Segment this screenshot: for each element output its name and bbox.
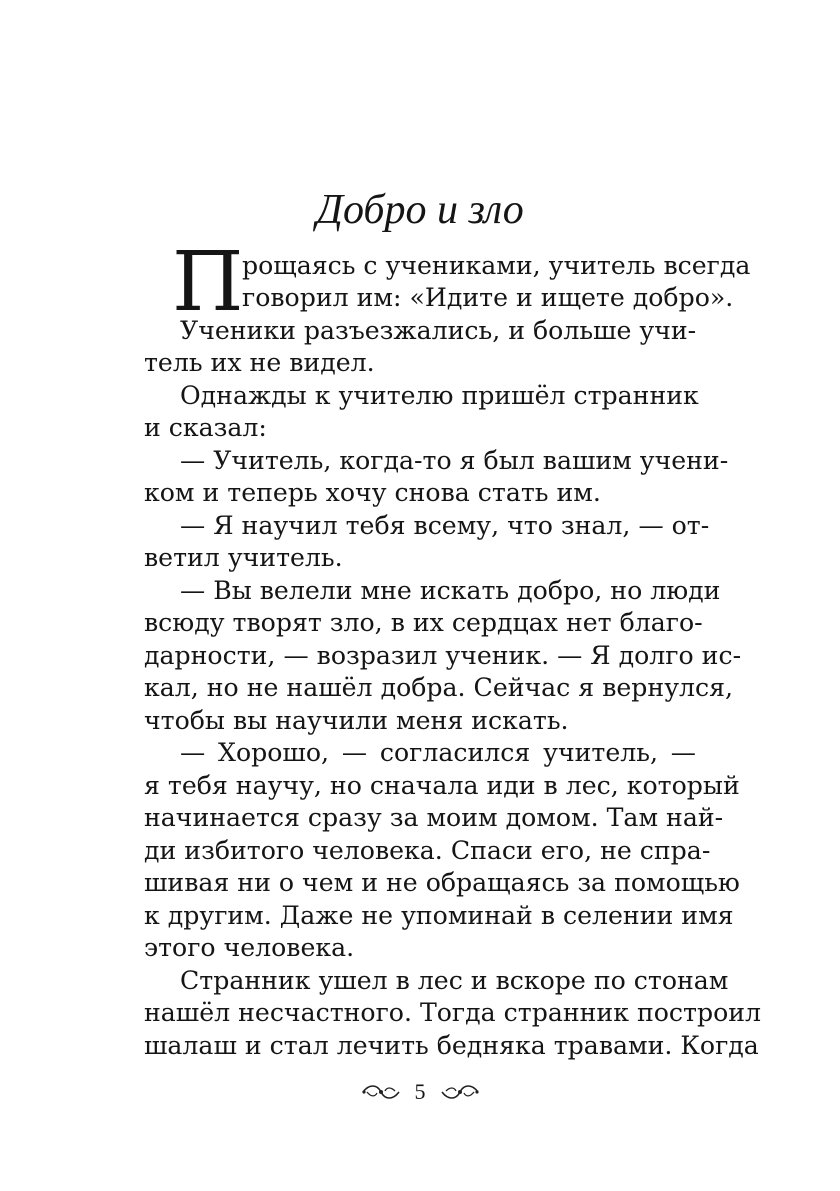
- text-line: я тебя научу, но сначала иди в лес, который: [144, 771, 740, 800]
- text-line: говорил им: «Идите и ищете добро».: [242, 283, 734, 312]
- page-number: 5: [414, 1079, 426, 1104]
- text-line: всюду творят зло, в их сердцах нет благо-: [144, 608, 703, 637]
- text-line: — Хорошо, — согласился учитель, —: [180, 738, 696, 767]
- page-title: Добро и зло: [316, 187, 524, 233]
- text-line: к другим. Даже не упоминай в селении имя: [144, 901, 734, 930]
- text-line: шивая ни о чем и не обращаясь за помощью: [144, 868, 740, 897]
- text-line: чтобы вы научили меня искать.: [144, 706, 569, 735]
- text-line: и сказал:: [144, 413, 267, 442]
- text-line: этого человека.: [144, 933, 355, 962]
- text-line: дарности, — возразил ученик. — Я долго ис-: [144, 641, 742, 670]
- text-line: Однажды к учителю пришёл странник: [180, 381, 699, 410]
- text-line: — Я научил тебя всему, что знал, — от-: [180, 511, 710, 540]
- text-line: ком и теперь хочу снова стать им.: [144, 478, 601, 507]
- text-line: начинается сразу за моим домом. Там най-: [144, 803, 724, 832]
- text-line: — Вы велели мне искать добро, но люди: [180, 576, 721, 605]
- text-line: шалаш и стал лечить бедняка травами. Когда: [144, 1031, 759, 1060]
- text-line: нашёл несчастного. Тогда странник построил: [144, 998, 762, 1027]
- text-line: Странник ушел в лес и вскоре по стонам: [180, 966, 729, 995]
- flourish-left-icon: [361, 1081, 401, 1103]
- text-line: ветил учитель.: [144, 543, 343, 572]
- flourish-right-icon: [440, 1081, 480, 1103]
- text-line: рощаясь с учениками, учитель всегда: [242, 251, 751, 280]
- text-line: ди избитого человека. Спаси его, не спра-: [144, 836, 711, 865]
- text-line: кал, но не нашёл добра. Сейчас я вернулся,: [144, 673, 734, 702]
- page-footer: [0, 1078, 840, 1106]
- text-line: — Учитель, когда-то я был вашим учени-: [180, 446, 729, 475]
- text-line: Ученики разъезжались, и больше учи-: [180, 316, 697, 345]
- text-line: тель их не видел.: [144, 348, 375, 377]
- drop-cap: П: [172, 235, 244, 330]
